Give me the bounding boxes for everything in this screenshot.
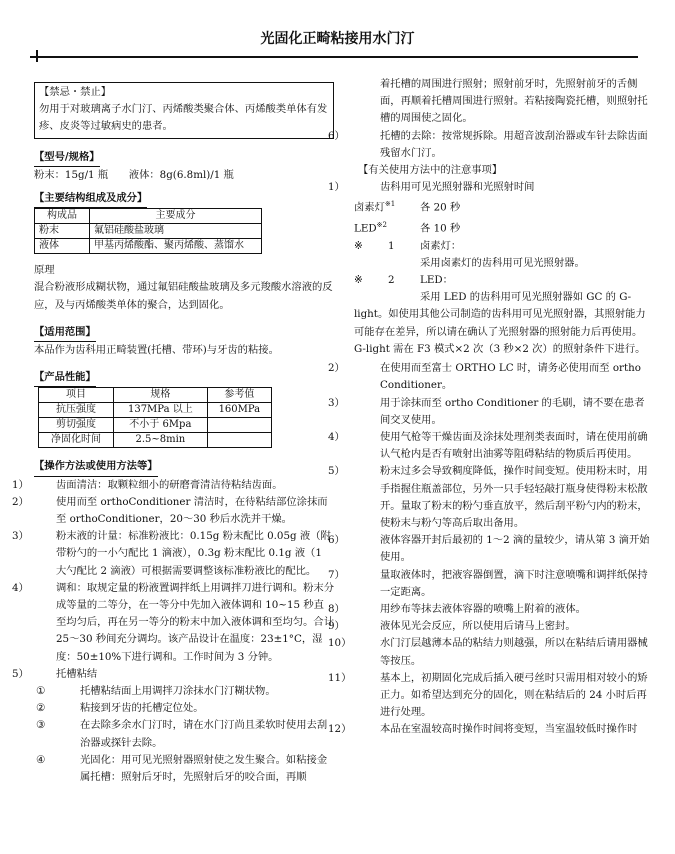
list-item: 4） 调和：取规定量的粉液置调拌纸上用调拌刀进行调和。粉末分成等量的二等分，在一等分中先加入液体调和 10~15 秒直至均匀后，再在另一等分的粉末中加入液体调和至均匀。合计 25～30 秒间充分调均。该产品设计在温度：23±1°C，湿度：50±10%下进行调和。工作时间为 3 分钟。: [12, 581, 335, 663]
notes-heading: 【有关使用方法中的注意事项】: [358, 164, 503, 177]
table-row: [35, 239, 262, 254]
table-row: [39, 433, 272, 448]
list-item: 2） 在使用而至富士 ORTHO LC 时，请务必使用而至 ortho Conditioner。: [328, 362, 641, 392]
model-text: 粉末：15g/1 瓶 液体：8g(6.8ml)/1 瓶: [34, 168, 234, 181]
principle-text: 混合粉液形成糊状物，通过氟铝硅酸盐玻璃及多元羧酸水溶液的反应，及与丙烯酸类单体的聚合，达到固化。: [34, 281, 333, 311]
footnote-led: ※ 2 LED：: [354, 274, 453, 287]
halogen-row: 卤素灯$^{※1}$ 各 20 秒: [354, 200, 461, 214]
list-item: 12） 本品在室温较高时操作时间将变短，当室温较低时操作时: [328, 723, 638, 736]
table-header-cell: 构成品: [35, 209, 90, 224]
composition-table: [34, 208, 262, 254]
continued-text: 着托槽的周围进行照射；照射前牙时，先照射前牙的舌侧面，再顺着托槽周围进行照射。若粘接陶瓷托槽，则照射托槽的周围使之固化。: [380, 78, 648, 125]
composition-heading: 【主要结构组成及成分】: [34, 190, 147, 208]
list-item: 1） 齿科用可见光照射器和光照射时间: [328, 181, 535, 194]
warning-text: 勿用于对玻璃离子水门汀、丙烯酸类聚合体、丙烯酸类单体有发疹、皮炎等过敏病史的患者。: [39, 103, 328, 133]
operation-list: [12, 477, 335, 787]
warning-label: 【禁忌・禁止】: [39, 86, 112, 98]
performance-table: [38, 387, 272, 448]
header-rule: [30, 56, 638, 58]
table-cell: 剪切强度: [39, 418, 114, 433]
table-cell: 净固化时间: [39, 433, 114, 448]
table-row: [39, 403, 272, 418]
document-title: 光固化正畸粘接用水门汀: [260, 31, 415, 47]
list-item: 5） 粉末过多会导致稠度降低，操作时间变短。使用粉末时，用手指握住瓶盖部位，另外一只手轻轻敲打瓶身使得粉末松散开。量取了粉末的粉勺垂直放平，然后刮平粉勺内的粉末，使粉末与粉勺等高后取出备用。: [328, 465, 648, 529]
table-row: [35, 224, 262, 239]
notes-list: [328, 360, 650, 738]
operation-heading: 【操作方法或使用方法等】: [34, 458, 158, 476]
left-column: [12, 82, 335, 786]
list-item: 8） 用纱布等抹去液体容器的喷嘴上附着的液体。: [328, 602, 586, 615]
principle-label: 原理: [34, 264, 55, 277]
right-column: [328, 76, 650, 739]
led-row: LED$^{※2}$ 各 10 秒: [354, 221, 461, 235]
table-cell: 氟铝硅酸盐玻璃: [90, 224, 262, 239]
list-item: 10） 水门汀层越薄本品的粘结力则越强，所以在粘结后请用器械等按压。: [328, 637, 648, 667]
table-cell: 137MPa 以上: [113, 403, 207, 418]
table-row: [39, 418, 272, 433]
table-cell: 抗压强度: [39, 403, 114, 418]
table-header-cell: 参考值: [207, 388, 271, 403]
table-header-cell: 规格: [113, 388, 207, 403]
model-heading: 【型号/规格】: [34, 149, 100, 167]
list-item: ① 托槽粘结面上用调拌刀涂抹水门汀糊状物。: [36, 685, 276, 698]
table-header-cell: 项目: [39, 388, 114, 403]
table-cell: 160MPa: [207, 403, 271, 418]
footnote-halogen: ※ 1 卤素灯：: [354, 239, 462, 252]
list-item: 2） 使用而至 orthoConditioner 清洁时，在待粘结部位涂抹而至 orthoConditioner，20～30 秒后水洗并干燥。: [12, 495, 328, 526]
list-item: ② 粘接到牙齿的托槽定位处。: [36, 702, 204, 715]
performance-heading: 【产品性能】: [34, 369, 96, 387]
list-item: 6） 液体容器开封后最初的 1～2 滴的量较少，请从第 3 滴开始使用。: [328, 534, 650, 564]
footnote-halogen-text: 采用卤素灯的齿科用可见光照射器。: [420, 256, 585, 269]
table-cell: [207, 433, 271, 448]
table-cell: 液体: [35, 239, 90, 254]
list-item: 1） 齿面清洁：取颗粒细小的研磨膏清洁待粘结齿面。: [12, 478, 283, 491]
list-item: 3） 用于涂抹而至 ortho Conditioner 的毛刷，请不要在患者间交叉使用。: [328, 396, 645, 426]
list-item: 9） 液体见光会反应，所以使用后请马上密封。: [328, 620, 576, 633]
table-cell: 不小于 6Mpa: [113, 418, 207, 433]
scope-heading: 【适用范围】: [34, 324, 96, 342]
list-item: 5） 托槽粘结: [12, 667, 98, 680]
scope-text: 本品作为齿科用正畸装置(托槽、带环)与牙齿的粘接。: [34, 344, 279, 357]
list-item: 7） 量取液体时，把液容器倒置，滴下时注意喷嘴和调拌纸保持一定距离。: [328, 568, 648, 598]
table-cell: 粉末: [35, 224, 90, 239]
warning-box: [34, 82, 334, 139]
list-item: 6） 托槽的去除：按常规拆除。用超音波刮治器或车针去除齿面残留水门汀。: [328, 129, 648, 159]
footnote-led-text: 采用 LED 的齿科用可见光照射器如 GC 的 G-light。如使用其他公司制造的齿科用可见光照射器，其照射能力可能存在差异，所以请在确认了光照射器的照射能力后再使用。G-light 需在 F3 模式×2 次（3 秒×2 次）的照射条件下进行。: [354, 291, 646, 355]
table-header-cell: 主要成分: [90, 209, 262, 224]
table-cell: 甲基丙烯酸酯、聚丙烯酸、蒸馏水: [90, 239, 262, 254]
list-item: 11） 基本上，初期固化完成后插入硬弓丝时只需用相对较小的矫正力。如希望达到充分的固化，则在粘结后的 24 小时后再进行处理。: [328, 671, 648, 719]
table-cell: [207, 418, 271, 433]
list-item: 3） 粉末液的计量：标准粉液比：0.15g 粉末配比 0.05g 液（附带粉勺的一小勺配比 1 滴液），0.3g 粉末配比 0.1g 液（1 大勺配比 2 滴液）可根据需要调整该标准粉液比的配比。: [12, 530, 331, 577]
list-item: ③ 在去除多余水门汀时，请在水门汀尚且柔软时使用去刮治器或探针去除。: [36, 719, 328, 749]
list-item: 4） 使用气枪等干燥齿面及涂抹处理剂类表面时，请在使用前确认气枪内是否有喷射出油雾等阻碍粘结的物质后再使用。: [328, 430, 648, 461]
list-item: ④ 光固化：用可见光照射器照射使之发生聚合。如粘接金属托槽：照射后牙时，先照射后牙的咬合面，再顺: [36, 753, 328, 784]
table-cell: 2.5~8min: [113, 433, 207, 448]
